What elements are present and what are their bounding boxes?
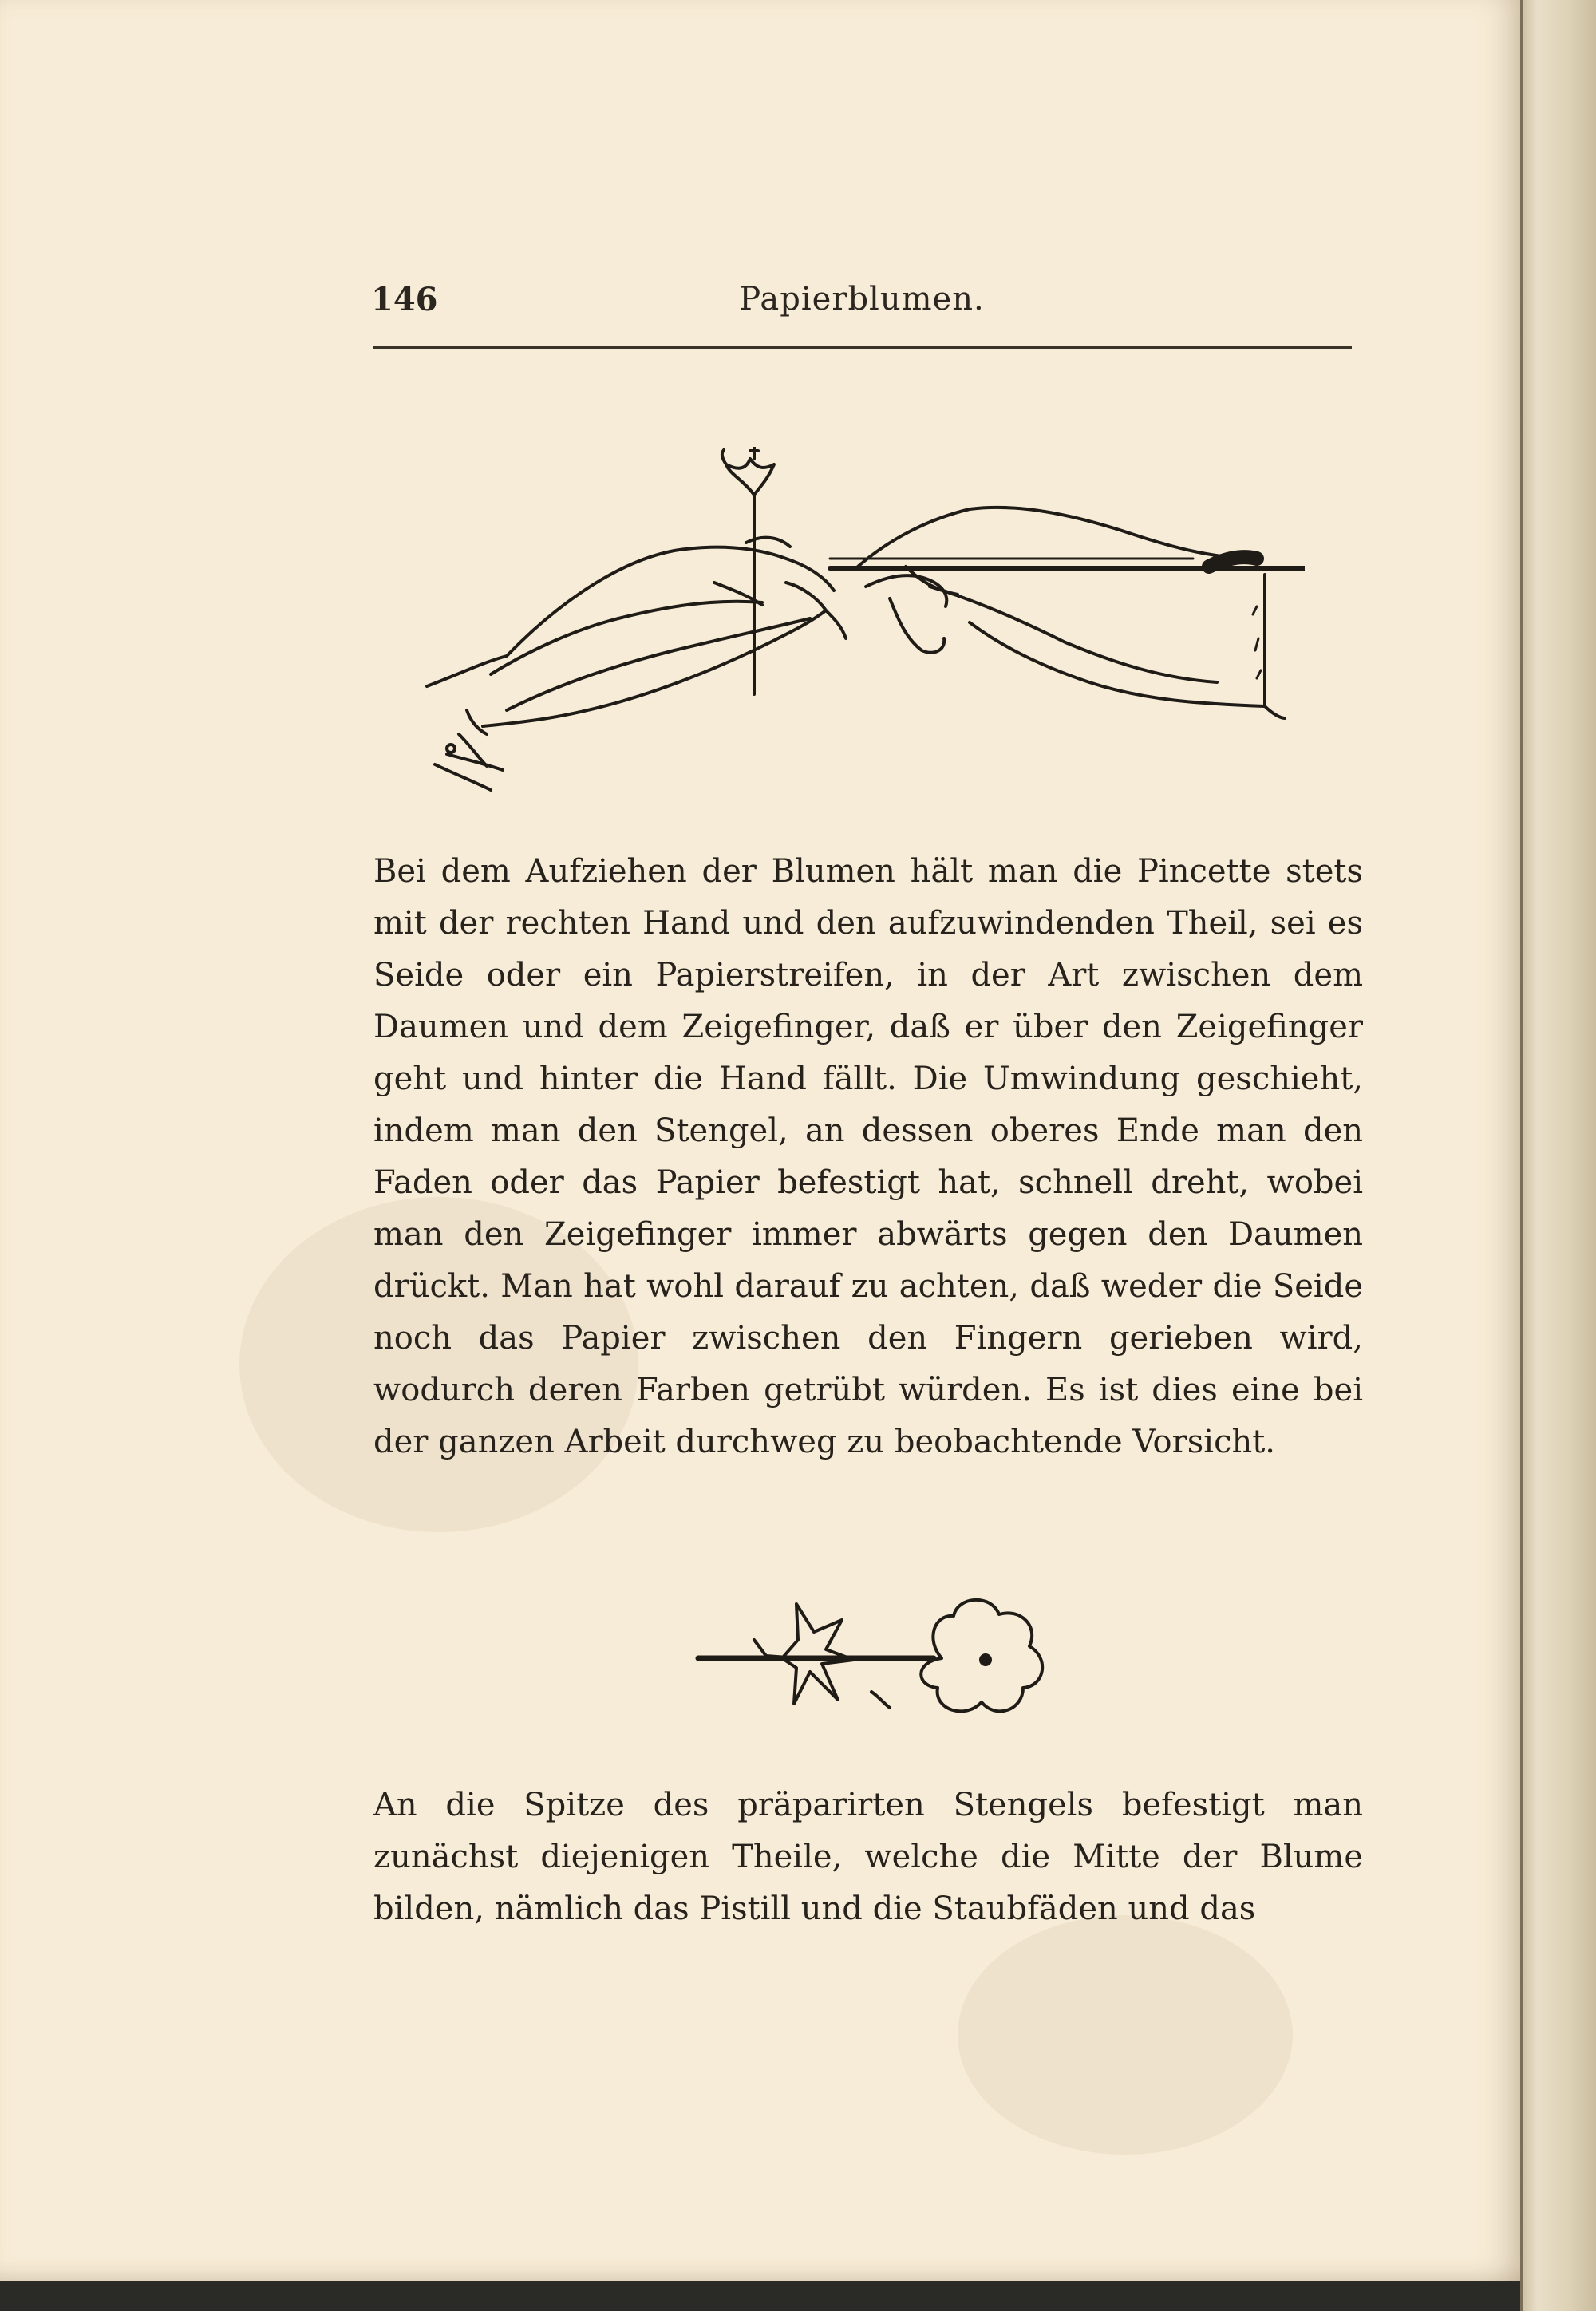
next-page-edge [1520, 0, 1596, 2311]
header-rule [373, 346, 1352, 349]
running-head [371, 281, 1353, 329]
page-number: 146 [371, 281, 438, 318]
paragraph-2: An die Spitze des präparirten Stengels befestigt man zunächst diejenigen Theile, welche die Mitte der Blume bilden, nämlich das Pistill und die Staubfäden und das [373, 1787, 1363, 1927]
paragraph-1: Bei dem Aufziehen der Blumen hält man die Pincette stets mit der rechten Hand und den aufzuwindenden Theil, sei es Seide oder ein Papierstreifen, in der Art zwischen dem Daumen und dem Zeigefinger, daß er über den Zeigefinger geht und hinter die Hand fällt. Die Umwindung geschieht, indem man den Stengel, an dessen oberes Ende man den Faden oder das Papier befestigt hat, schnell dreht, wobei man den Zeigefinger immer abwärts gegen den Daumen drückt. Man hat wohl darauf zu achten, daß weder die Seide noch das Papier zwischen den Fingern gerieben wird, wodurch deren Farben getrübt würden. Es ist dies eine bei der ganzen Arbeit durchweg zu beobachtende Vorsicht. [373, 853, 1363, 1460]
running-title: Papierblumen. [739, 281, 985, 318]
paper-stain [958, 1915, 1293, 2155]
hands-with-tweezers-illustration [411, 447, 1305, 798]
scan-background [0, 2281, 1520, 2311]
flower-on-stem-ornament [694, 1584, 1061, 1736]
